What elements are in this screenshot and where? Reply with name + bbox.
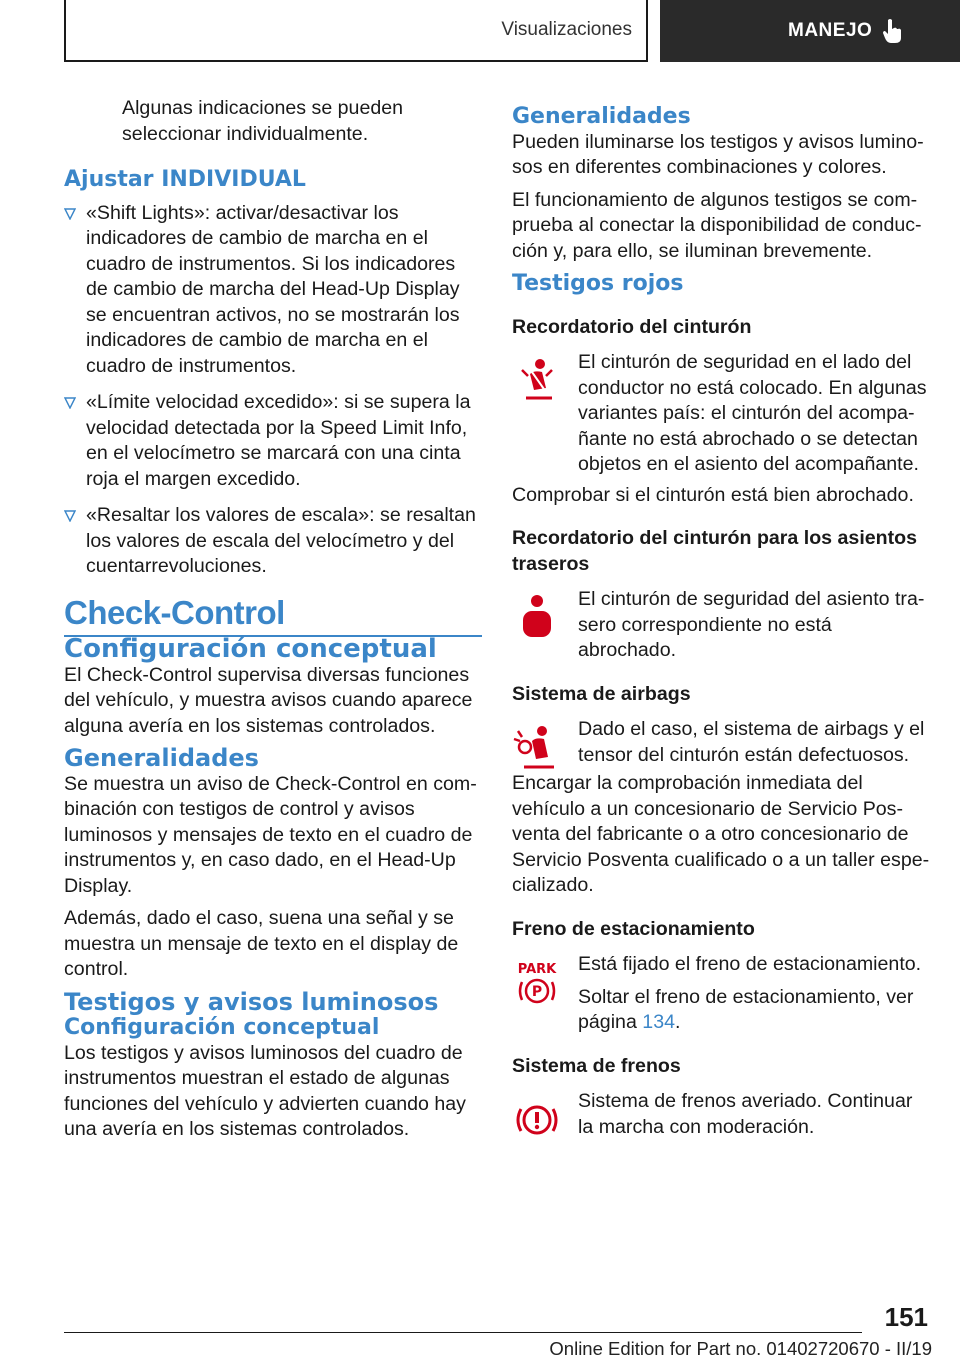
item-title-park-brake: Freno de estacionamiento xyxy=(512,917,755,940)
footer-divider xyxy=(64,1332,862,1333)
heading-configuracion-conceptual: Configuración conceptual xyxy=(64,634,437,664)
svg-text:PARK: PARK xyxy=(517,962,557,977)
seatbelt-icon xyxy=(512,356,562,406)
warning-item-seatbelt xyxy=(512,350,932,478)
list-item xyxy=(64,201,482,380)
list-item xyxy=(64,503,482,580)
heading-configuracion-conceptual-2: Configuración conceptual xyxy=(64,1015,380,1040)
paragraph-config: El Check-Control supervisa diversas funciones del vehículo, y muestra avisos cuando aparece alguna avería en los sistemas controlados. xyxy=(64,663,473,737)
paragraph-config-2: Los testigos y avisos luminosos del cuadro de instrumentos muestran el estado de algunas funciones del vehículo y advierten cuando hay una avería en los sistemas controlados. xyxy=(64,1041,466,1140)
list-item xyxy=(64,390,482,492)
paragraph-general-2a: Pueden iluminarse los testigos y avisos luminosos en diferentes combinaciones y colores. xyxy=(512,130,924,178)
item-text: El cinturón de seguridad en el lado del conductor no está colocado. En algunas variantes país: el cinturón del acompañante no está abrochado o se detectan objetos en el asiento del acompañante. xyxy=(578,351,927,475)
heading-testigos-avisos: Testigos y avisos luminosos xyxy=(64,987,439,1016)
warning-item-brakes xyxy=(512,1089,932,1143)
page-header xyxy=(64,0,960,66)
heading-check-control: Check-Control xyxy=(64,600,482,638)
chapter-tab-label: MANEJO xyxy=(788,20,873,41)
list-item-text: «Shift Lights»: activar/desactivar los indicadores de cambio de marcha en el cuadro de instrumentos. Si los indicadores de cambio de marcha del Head-Up Display se encuentran activos, no se mostrarán los indicadores de cambio de marcha en el cuadro de instrumentos. xyxy=(86,201,460,377)
brake-warning-icon xyxy=(512,1095,562,1145)
bullet-triangle-icon xyxy=(64,510,76,522)
list-item-text: «Límite velocidad excedido»: si se supera la velocidad detectada por la Speed Limit Info, en el velocímetro se marcará con una cinta roja el margen excedido. xyxy=(86,391,471,490)
item-text: Dado el caso, el sistema de airbags y el tensor del cinturón están defectuosos. xyxy=(578,718,925,766)
list-item-text: «Resaltar los valores de escala»: se resaltan los valores de escala del velocímetro y del cuentarrevoluciones. xyxy=(86,504,476,577)
item-title-seatbelt: Recordatorio del cinturón xyxy=(512,315,752,338)
heading-generalidades-2: Generalidades xyxy=(512,104,691,129)
warning-item-rear-seatbelt xyxy=(512,587,932,664)
item-title-brakes: Sistema de frenos xyxy=(512,1054,681,1077)
warning-item-park-brake xyxy=(512,952,932,1036)
item-text: Está fijado el freno de estacionamiento. xyxy=(578,953,922,975)
individual-options-list xyxy=(64,201,482,580)
item-text: Sistema de frenos averiado. Continuar la marcha con moderación. xyxy=(578,1090,913,1138)
item-extra: Comprobar si el cinturón está bien abrochado. xyxy=(512,483,914,506)
heading-generalidades: Generalidades xyxy=(64,744,259,772)
intro-paragraph: Algunas indicaciones se pueden seleccionar individualmente. xyxy=(122,97,404,145)
hand-pointer-icon xyxy=(882,18,904,44)
item-text: El cinturón de seguridad del asiento trasero correspondiente no está abrochado. xyxy=(578,588,925,661)
airbag-icon xyxy=(512,723,562,773)
warning-item-airbag xyxy=(512,717,932,771)
bullet-triangle-icon xyxy=(64,397,76,409)
heading-ajustar-individual: Ajustar INDIVIDUAL xyxy=(64,167,306,192)
svg-text:P: P xyxy=(531,984,543,1000)
paragraph-general-b: Además, dado el caso, suena una señal y se muestra un mensaje de texto en el display de control. xyxy=(64,907,459,980)
paragraph-general-a: Se muestra un aviso de Check-Control en combinación con testigos de control y avisos luminosos y mensajes de texto en el cuadro de instrumentos y, en caso dado, en el Head-Up Display. xyxy=(64,772,477,897)
park-brake-icon xyxy=(512,958,562,1008)
bullet-triangle-icon xyxy=(64,208,76,220)
rear-seatbelt-icon xyxy=(512,593,562,643)
heading-testigos-rojos: Testigos rojos xyxy=(512,271,684,296)
chapter-tab[interactable] xyxy=(660,0,960,62)
item-extra: Encargar la comprobación inmediata del vehículo a un concesionario de Servicio Posventa del fabricante o a otro concesionario de Servicio Posventa cualificado o a un taller especializado. xyxy=(512,772,930,896)
item-extra-text: Soltar el freno de estacionamiento, ver página xyxy=(578,985,914,1033)
paragraph-general-2b: El funcionamiento de algunos testigos se comprueba al conectar la disponibilidad de conducción y, para ello, se iluminan brevemente. xyxy=(512,188,922,262)
left-column xyxy=(64,96,482,1150)
section-title: Visualizaciones xyxy=(64,0,648,62)
edition-text: Online Edition for Part no. 01402720670 - II/19 xyxy=(549,1338,932,1359)
item-extra xyxy=(578,985,932,1036)
item-title-airbag: Sistema de airbags xyxy=(512,682,691,705)
item-extra-end: . xyxy=(675,1011,681,1033)
page-number: 151 xyxy=(884,1302,928,1332)
item-title-rear-seatbelt: Recordatorio del cinturón para los asientos traseros xyxy=(512,527,918,575)
right-column xyxy=(512,96,932,1143)
page-link-134[interactable]: 134 xyxy=(642,1011,675,1033)
